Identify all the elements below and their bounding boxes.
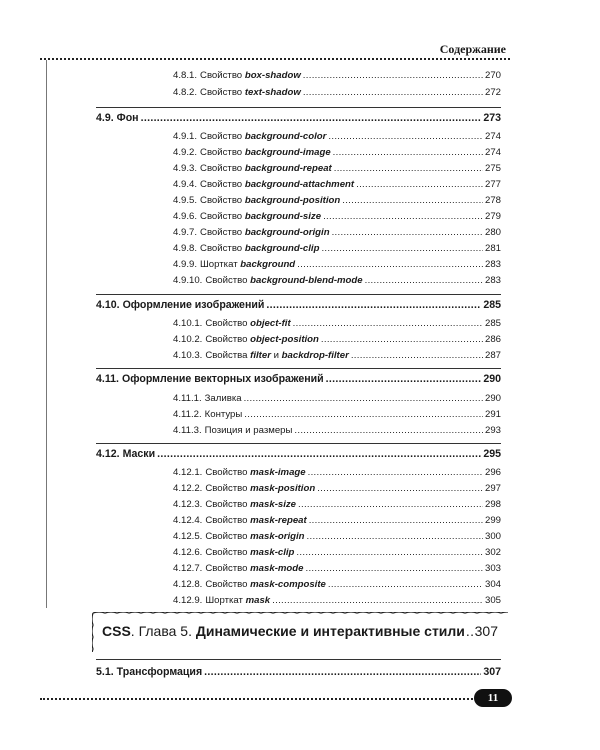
entry-page-number: 274: [484, 131, 501, 142]
entry-prefix: Шорткат: [205, 595, 243, 606]
dot-leader: [332, 227, 483, 238]
toc-subsection-entry[interactable]: [173, 131, 501, 142]
entry-number: 4.12.5.: [173, 531, 203, 542]
entry-keyword: background-attachment: [244, 179, 355, 190]
entry-page-number: 287: [484, 350, 501, 361]
entry-page-number: 303: [484, 563, 501, 574]
entry-page-number: 283: [484, 259, 501, 270]
toc-subsection-entry[interactable]: [173, 227, 501, 238]
entry-keyword: background-color: [244, 131, 327, 142]
entry-page-number: 290: [483, 373, 501, 385]
entry-keyword: background: [240, 259, 296, 270]
chapter-title: Динамические и интерактивные стили: [195, 623, 465, 639]
chapter-number: . Глава 5.: [130, 623, 192, 639]
entry-page-number: 296: [484, 467, 501, 478]
toc-subsection-entry[interactable]: [173, 483, 501, 494]
footer-dotted-rule: [40, 698, 485, 700]
entry-number: 4.10.2.: [173, 334, 203, 345]
entry-number: 4.8.1.: [173, 70, 198, 81]
entry-keyword: object-position: [250, 334, 319, 345]
dot-leader: [244, 393, 483, 404]
toc-subsection-entry[interactable]: [173, 259, 501, 270]
chapter-page: 307: [474, 623, 498, 639]
dot-leader: [204, 666, 481, 678]
entry-prefix: Свойство: [200, 70, 243, 81]
entry-keyword: mask-clip: [250, 547, 295, 558]
header-title: Содержание: [439, 42, 506, 56]
entry-number: 4.9.: [96, 112, 114, 124]
dot-leader: [308, 467, 483, 478]
entry-number: 4.11.2.: [173, 409, 202, 420]
toc-subsection-entry[interactable]: [173, 147, 501, 158]
toc-subsection-entry[interactable]: [173, 393, 501, 404]
entry-number: 4.12.8.: [173, 579, 203, 590]
entry-keyword: mask-position: [250, 483, 316, 494]
entry-keyword: mask-composite: [250, 579, 326, 590]
entry-number: 4.8.2.: [173, 87, 198, 98]
section-separator: [96, 294, 501, 295]
toc-subsection-entry[interactable]: [173, 563, 501, 574]
entry-number: 4.9.2.: [173, 147, 198, 158]
entry-keyword: filter: [250, 350, 271, 361]
section-separator: [96, 659, 501, 660]
entry-prefix: Свойство: [205, 275, 248, 286]
entry-page-number: 286: [484, 334, 501, 345]
entry-page-number: 307: [483, 666, 501, 678]
entry-keyword: text-shadow: [244, 87, 301, 98]
entry-number: 4.9.8.: [173, 243, 198, 254]
entry-page-number: 277: [484, 179, 501, 190]
toc-subsection-entry[interactable]: [173, 515, 501, 526]
dot-leader: [356, 179, 483, 190]
entry-page-number: 293: [484, 425, 501, 436]
dot-leader: [466, 623, 474, 639]
entry-page-number: 283: [484, 275, 501, 286]
dot-leader: [141, 112, 482, 124]
dot-leader: [351, 350, 483, 361]
entry-page-number: 291: [484, 409, 501, 420]
margin-vertical-line: [46, 60, 47, 608]
entry-keyword: background-origin: [244, 227, 330, 238]
entry-prefix: Свойство: [200, 179, 243, 190]
toc-subsection-entry[interactable]: [173, 243, 501, 254]
toc-subsection-entry[interactable]: [173, 70, 501, 81]
toc-subsection-entry[interactable]: [173, 163, 501, 174]
entry-page-number: 272: [484, 87, 501, 98]
dot-leader: [334, 163, 483, 174]
entry-keyword-2: backdrop-filter: [281, 350, 349, 361]
entry-page-number: 278: [484, 195, 501, 206]
entry-number: 4.11.1.: [173, 393, 202, 404]
dot-leader: [272, 595, 483, 606]
entry-number: 4.9.6.: [173, 211, 198, 222]
dot-leader: [157, 448, 481, 460]
dot-leader: [328, 131, 483, 142]
toc-subsection-entry[interactable]: [173, 334, 501, 345]
entry-number: 4.11.: [96, 373, 119, 385]
entry-keyword: mask-mode: [250, 563, 304, 574]
toc-subsection-entry[interactable]: [173, 595, 501, 606]
entry-number: 4.10.3.: [173, 350, 203, 361]
toc-section-entry[interactable]: [96, 299, 501, 311]
dot-leader: [326, 373, 482, 385]
entry-prefix: Свойство: [200, 211, 243, 222]
entry-keyword: object-fit: [250, 318, 291, 329]
entry-title: Маски: [122, 448, 156, 460]
entry-number: 4.10.1.: [173, 318, 203, 329]
dot-leader: [298, 499, 483, 510]
entry-page-number: 298: [484, 499, 501, 510]
entry-prefix: Шорткат: [200, 259, 238, 270]
entry-keyword: mask-size: [250, 499, 297, 510]
entry-prefix: Свойство: [200, 163, 243, 174]
section-separator: [96, 107, 501, 108]
entry-prefix: Свойство: [205, 318, 248, 329]
entry-page-number: 285: [483, 299, 501, 311]
entry-number: 4.9.10.: [173, 275, 203, 286]
entry-number: 4.9.3.: [173, 163, 198, 174]
dot-leader: [342, 195, 483, 206]
entry-page-number: 304: [484, 579, 501, 590]
entry-prefix: Свойство: [200, 243, 243, 254]
entry-prefix: Контуры: [204, 409, 243, 420]
dot-leader: [266, 299, 481, 311]
toc-subsection-entry[interactable]: [173, 179, 501, 190]
dot-leader: [323, 211, 483, 222]
chapter-css-label: CSS: [102, 623, 131, 639]
entry-number: 4.12.4.: [173, 515, 203, 526]
entry-number: 4.9.7.: [173, 227, 198, 238]
entry-prefix: Свойство: [205, 515, 248, 526]
page-number-badge: 11: [474, 689, 512, 707]
entry-prefix: Свойство: [205, 563, 248, 574]
entry-number: 5.1.: [96, 666, 114, 678]
entry-page-number: 274: [484, 147, 501, 158]
entry-title: Оформление изображений: [122, 299, 265, 311]
entry-page-number: 275: [484, 163, 501, 174]
entry-number: 4.11.3.: [173, 425, 202, 436]
entry-number: 4.9.5.: [173, 195, 198, 206]
toc-section-entry[interactable]: [96, 666, 501, 678]
entry-page-number: 281: [484, 243, 501, 254]
entry-page-number: 295: [483, 448, 501, 460]
entry-prefix: Позиция и размеры: [204, 425, 293, 436]
entry-title: Трансформация: [116, 666, 203, 678]
entry-page-number: 297: [484, 483, 501, 494]
dot-leader: [303, 70, 483, 81]
entry-page-number: 302: [484, 547, 501, 558]
dot-leader: [293, 318, 483, 329]
entry-number: 4.12.3.: [173, 499, 203, 510]
entry-number: 4.12.1.: [173, 467, 203, 478]
entry-number: 4.12.2.: [173, 483, 203, 494]
entry-prefix: Свойство: [200, 131, 243, 142]
entry-prefix: Свойство: [200, 87, 243, 98]
toc-subsection-entry[interactable]: [173, 547, 501, 558]
entry-prefix: Свойство: [205, 334, 248, 345]
dot-leader: [328, 579, 483, 590]
chapter-heading-box[interactable]: [92, 612, 508, 652]
dot-leader: [296, 547, 483, 558]
toc-subsection-entry[interactable]: [173, 531, 501, 542]
dot-leader: [333, 147, 483, 158]
dot-leader: [321, 243, 483, 254]
dot-leader: [297, 259, 483, 270]
toc-subsection-entry[interactable]: [173, 211, 501, 222]
entry-keyword: mask-repeat: [250, 515, 307, 526]
toc-section-entry[interactable]: [96, 373, 501, 385]
entry-keyword: box-shadow: [244, 70, 301, 81]
toc-subsection-entry[interactable]: [173, 87, 501, 98]
toc-subsection-entry[interactable]: [173, 579, 501, 590]
entry-number: 4.12.7.: [173, 563, 203, 574]
toc-subsection-entry[interactable]: [173, 195, 501, 206]
chapter-heading[interactable]: [102, 623, 498, 639]
entry-prefix: Свойство: [205, 499, 248, 510]
toc-subsection-entry[interactable]: [173, 318, 501, 329]
dot-leader: [317, 483, 483, 494]
entry-keyword: background-repeat: [244, 163, 332, 174]
entry-conjunction: и: [273, 350, 279, 361]
dot-leader: [309, 515, 483, 526]
entry-number: 4.10.: [96, 299, 120, 311]
entry-keyword: background-position: [244, 195, 341, 206]
entry-page-number: 279: [484, 211, 501, 222]
dot-leader: [294, 425, 483, 436]
entry-number: 4.12.: [96, 448, 120, 460]
toc-subsection-entry[interactable]: [173, 425, 501, 436]
entry-number: 4.9.4.: [173, 179, 198, 190]
toc-subsection-entry[interactable]: [173, 350, 501, 361]
toc-subsection-entry[interactable]: [173, 275, 501, 286]
running-header: [40, 38, 510, 60]
entry-page-number: 270: [484, 70, 501, 81]
entry-prefix: Свойство: [205, 579, 248, 590]
entry-title: Оформление векторных изображений: [121, 373, 324, 385]
entry-title: Фон: [116, 112, 139, 124]
entry-number: 4.12.6.: [173, 547, 203, 558]
entry-page-number: 285: [484, 318, 501, 329]
entry-keyword: background-clip: [244, 243, 320, 254]
dot-leader: [305, 563, 483, 574]
toc-section-entry[interactable]: [96, 112, 501, 124]
toc-subsection-entry[interactable]: [173, 499, 501, 510]
entry-page-number: 280: [484, 227, 501, 238]
toc-subsection-entry[interactable]: [173, 467, 501, 478]
dot-leader: [303, 87, 483, 98]
dot-leader: [365, 275, 483, 286]
entry-number: 4.9.1.: [173, 131, 198, 142]
entry-page-number: 300: [484, 531, 501, 542]
entry-keyword: mask-origin: [250, 531, 305, 542]
entry-prefix: Свойство: [200, 227, 243, 238]
entry-number: 4.12.9.: [173, 595, 203, 606]
entry-page-number: 299: [484, 515, 501, 526]
section-separator: [96, 368, 501, 369]
entry-page-number: 305: [484, 595, 501, 606]
entry-prefix: Свойство: [205, 547, 248, 558]
entry-prefix: Свойство: [200, 195, 243, 206]
entry-prefix: Свойство: [200, 147, 243, 158]
entry-keyword: background-blend-mode: [250, 275, 363, 286]
entry-page-number: 273: [483, 112, 501, 124]
entry-prefix: Свойство: [205, 467, 248, 478]
toc-subsection-entry[interactable]: [173, 409, 501, 420]
toc-section-entry[interactable]: [96, 448, 501, 460]
entry-prefix: Свойства: [205, 350, 248, 361]
entry-keyword: background-image: [244, 147, 331, 158]
entry-keyword: background-size: [244, 211, 322, 222]
entry-prefix: Свойство: [205, 483, 248, 494]
dot-leader: [321, 334, 483, 345]
dot-leader: [307, 531, 483, 542]
entry-keyword: mask: [245, 595, 271, 606]
entry-prefix: Свойство: [205, 531, 248, 542]
entry-page-number: 290: [484, 393, 501, 404]
dot-leader: [244, 409, 483, 420]
entry-keyword: mask-image: [250, 467, 306, 478]
header-dotted-rule: [40, 58, 510, 60]
entry-number: 4.9.9.: [173, 259, 198, 270]
entry-prefix: Заливка: [204, 393, 242, 404]
section-separator: [96, 443, 501, 444]
